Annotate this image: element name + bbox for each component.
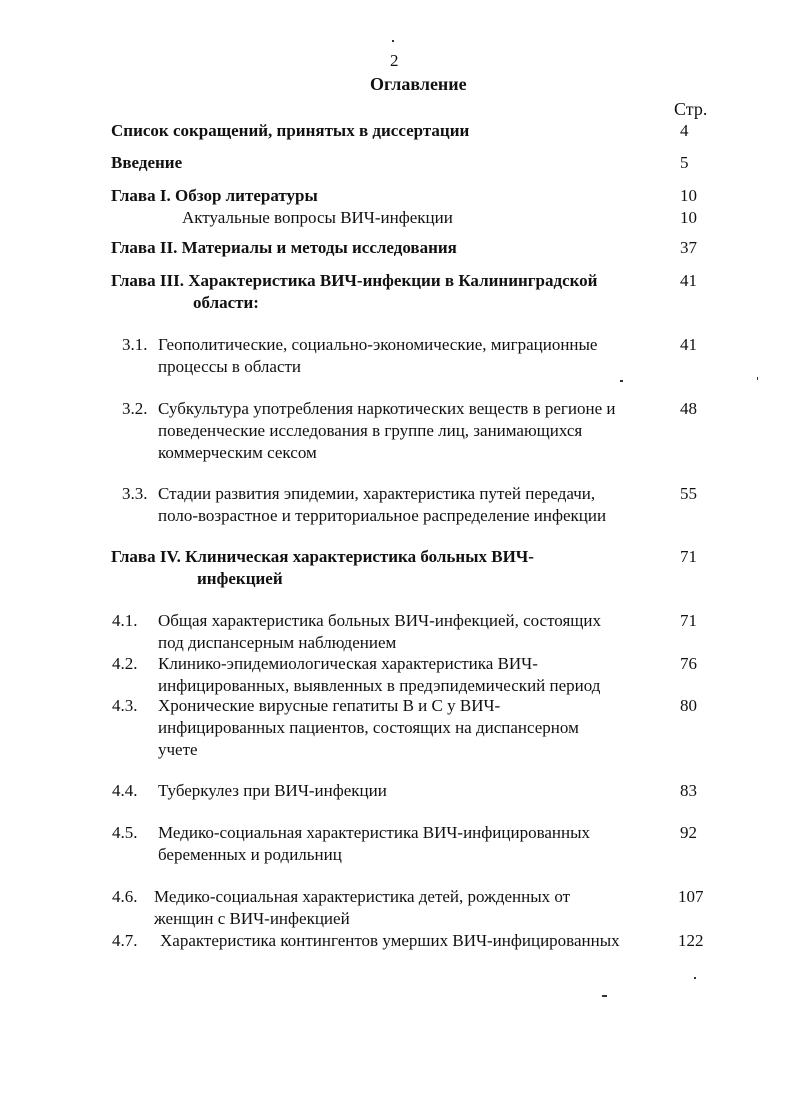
- entry-title: Список сокращений, принятых в диссертации: [111, 121, 470, 140]
- entry-page: 41: [680, 271, 697, 290]
- entry-number: 3.2.: [122, 399, 148, 418]
- scan-speck: [620, 380, 623, 382]
- toc-heading: Оглавление: [370, 74, 467, 94]
- entry-number: 4.2.: [112, 654, 138, 673]
- entry-title: Глава I. Обзор литературы: [111, 186, 318, 205]
- entry-page: 71: [680, 547, 697, 566]
- entry-page: 76: [680, 654, 697, 673]
- entry-line: Общая характеристика больных ВИЧ-инфекцией, состоящих: [158, 611, 601, 630]
- entry-line: Клинико-эпидемиологическая характеристика ВИЧ-: [158, 654, 538, 673]
- entry-line: инфицированных пациентов, состоящих на диспансерном: [158, 718, 579, 737]
- entry-page: 5: [680, 153, 689, 172]
- entry-page: 71: [680, 611, 697, 630]
- entry-number: 4.5.: [112, 823, 138, 842]
- entry-title-line: инфекцией: [197, 569, 283, 588]
- subentry-page: 10: [680, 208, 697, 227]
- entry-page: 107: [678, 887, 704, 906]
- entry-line: Геополитические, социально-экономические, миграционные: [158, 335, 598, 354]
- entry-line: коммерческим сексом: [158, 443, 317, 462]
- entry-number: 4.1.: [112, 611, 138, 630]
- entry-page: 92: [680, 823, 697, 842]
- entry-page: 4: [680, 121, 689, 140]
- subentry-title: Актуальные вопросы ВИЧ-инфекции: [182, 208, 453, 227]
- entry-title: Глава II. Материалы и методы исследования: [111, 238, 457, 257]
- entry-number: 3.1.: [122, 335, 148, 354]
- entry-page: 37: [680, 238, 697, 257]
- entry-line: поло-возрастное и территориальное распределение инфекции: [158, 506, 607, 525]
- entry-line: Стадии развития эпидемии, характеристика путей передачи,: [158, 484, 596, 503]
- entry-line: Хронические вирусные гепатиты В и С у ВИЧ-: [158, 696, 501, 715]
- entry-number: 4.6.: [112, 887, 138, 906]
- entry-line: Туберкулез при ВИЧ-инфекции: [158, 781, 387, 800]
- entry-line: процессы в области: [158, 357, 302, 376]
- entry-number: 3.3.: [122, 484, 148, 503]
- entry-page: 55: [680, 484, 697, 503]
- entry-line: учете: [158, 740, 198, 759]
- entry-number: 4.4.: [112, 781, 138, 800]
- entry-line: женщин с ВИЧ-инфекцией: [154, 909, 350, 928]
- entry-number: 4.7.: [112, 931, 138, 950]
- page-column-label: Стр.: [674, 99, 708, 119]
- entry-line: под диспансерным наблюдением: [158, 633, 397, 652]
- entry-line: Медико-социальная характеристика детей, рожденных от: [154, 887, 571, 906]
- entry-page: 83: [680, 781, 697, 800]
- entry-title-line: Глава III. Характеристика ВИЧ-инфекции в Калининградской: [111, 271, 598, 290]
- scan-speck: [757, 377, 758, 380]
- entry-title: Введение: [111, 153, 183, 172]
- entry-title-line: Глава IV. Клиническая характеристика больных ВИЧ-: [111, 547, 534, 566]
- entry-line: Субкультура употребления наркотических веществ в регионе и: [158, 399, 616, 418]
- entry-title-line: области:: [193, 293, 259, 312]
- entry-page: 48: [680, 399, 697, 418]
- entry-page: 41: [680, 335, 697, 354]
- scan-speck: [392, 40, 394, 42]
- page-number: 2: [390, 51, 399, 70]
- scan-speck: [694, 977, 696, 979]
- entry-number: 4.3.: [112, 696, 138, 715]
- entry-line: поведенческие исследования в группе лиц, занимающихся: [158, 421, 583, 440]
- scan-speck: [602, 995, 607, 997]
- entry-page: 80: [680, 696, 697, 715]
- entry-line: беременных и родильниц: [158, 845, 342, 864]
- entry-page: 10: [680, 186, 697, 205]
- entry-line: инфицированных, выявленных в предэпидемический период: [158, 676, 601, 695]
- entry-line: Характеристика контингентов умерших ВИЧ-инфицированных: [160, 931, 620, 950]
- entry-line: Медико-социальная характеристика ВИЧ-инфицированных: [158, 823, 591, 842]
- entry-page: 122: [678, 931, 704, 950]
